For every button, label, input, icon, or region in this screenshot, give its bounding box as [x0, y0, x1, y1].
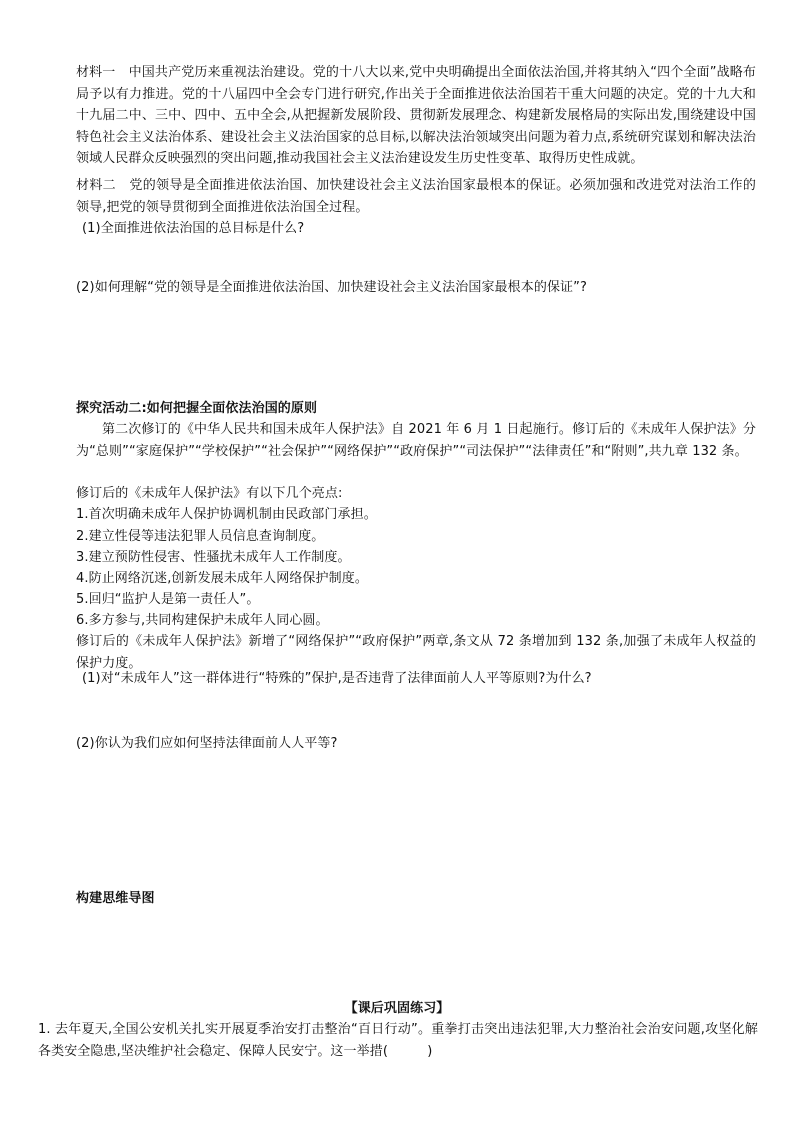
highlights-intro: 修订后的《未成年人保护法》有以下几个亮点: [76, 486, 343, 501]
activity-two-intro: 第二次修订的《中华人民共和国未成年人保护法》自 2021 年 6 月 1 日起施行。修订后的《未成年人保护法》分为“总则”“家庭保护”“学校保护”“社会保护”“网络保护”“政府保护”“司法保护”“法律责任”和“附则”,共九章 132 条。 [76, 422, 756, 459]
question-1-2: (2)如何理解“党的领导是全面推进依法治国、加快建设社会主义法治国家最根本的保证”? [76, 280, 587, 295]
mindmap-title: 构建思维导图 [76, 891, 155, 906]
highlight-item-1: 1.首次明确未成年人保护协调机制由民政部门承担。 [76, 507, 377, 522]
practice-title: 【课后巩固练习】 [344, 1001, 450, 1016]
highlight-item-6: 6.多方参与,共同构建保护未成年人同心圆。 [76, 613, 329, 628]
highlight-item-4: 4.防止网络沉迷,创新发展未成年人网络保护制度。 [76, 571, 368, 586]
question-2-2: (2)你认为我们应如何坚持法律面前人人平等? [76, 736, 338, 751]
highlight-item-3: 3.建立预防性侵害、性骚扰未成年人工作制度。 [76, 550, 351, 565]
material-one-paragraph: 材料一 中国共产党历来重视法治建设。党的十八大以来,党中央明确提出全面依法治国,并将其纳入“四个全面”战略布局予以有力推进。党的十八届四中全会专门进行研究,作出关于全面推进依法治国若干重大问题的决定。党的十九大和十九届二中、三中、四中、五中全会,从把握新发展阶段、贯彻新发展理念、构建新发展格局的实际出发,围绕建设中国特色社会主义法治体系、建设社会主义法治国家的总目标,以解决法治领域突出问题为着力点,系统研究谋划和解决法治领域人民群众反映强烈的突出问题,推动我国社会主义法治建设发生历史性变革、取得历史性成就。 [76, 65, 756, 166]
question-1-1: (1)全面推进依法治国的总目标是什么? [82, 221, 305, 236]
highlight-item-5: 5.回归“监护人是第一责任人”。 [76, 592, 260, 607]
added-chapters-paragraph: 修订后的《未成年人保护法》新增了“网络保护”“政府保护”两章,条文从 72 条增加到 132 条,加强了未成年人权益的保护力度。 [76, 634, 756, 671]
practice-question-1: 1. 去年夏天,全国公安机关扎实开展夏季治安打击整治“百日行动”。重拳打击突出违法犯罪,大力整治社会治安问题,攻坚化解各类安全隐患,坚决维护社会稳定、保障人民安宁。这一举措( ) [38, 1022, 758, 1059]
material-two-paragraph: 材料二 党的领导是全面推进依法治国、加快建设社会主义法治国家最根本的保证。必须加强和改进党对法治工作的领导,把党的领导贯彻到全面推进依法治国全过程。 [76, 178, 756, 215]
highlight-item-2: 2.建立性侵等违法犯罪人员信息查询制度。 [76, 529, 325, 544]
question-2-1: (1)对“未成年人”这一群体进行“特殊的”保护,是否违背了法律面前人人平等原则?为什么? [82, 671, 592, 686]
activity-two-title: 探究活动二:如何把握全面依法治国的原则 [76, 401, 318, 416]
